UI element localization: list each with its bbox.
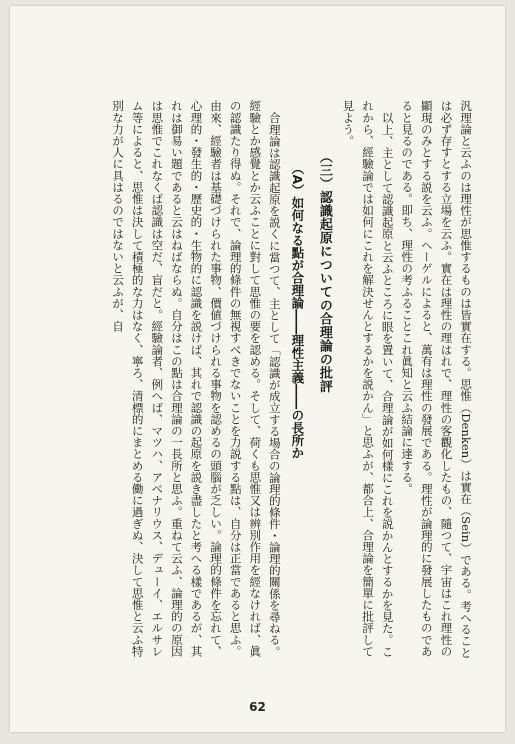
paragraph: 以上、主として認識起原と云ふところに眼を置いて、合理論が如何樣にこれを説かんとするかを見た。これから、經驗論では如何にこれを解決せんとするかを説かん」と思ふが、都合上、合理論を簡單に批評して見よう。 xyxy=(341,100,395,657)
paragraph: 合理論は認識起原を説くに當つて、主として「認識が成立する場合の論理的條件・論理的關係を尋ねる。經驗とか感覺とか云ふことに對して思惟の要を認める。そして、荷くも思惟又は辨別作用を經なければ、眞の認識たり得ぬ。それで、論理的條件の無視すべきでないことを力説する點は、自分は正當であると思ふ。由來、經驗者は基礎づけられた事物、價値づけられる事物を認めるの頭腦が乏しい。論理的條件を忘れて、心理的・發生的・歷史的・生物的に認識を説けば、其れで認識の起原を説き盡したと考へる樣であるが、其れは御易い題であると云はねばならぬ。自分はこの點は合理論の一長所と思ふ。重ねて云ふ、論理的の原因は思惟でこれなくば認識は空だ、盲だと。經驗論者、例へば、マツハ、アベナリウス、デューイ、エルサレム等によると、思惟は決して積極的な力はなく、寧ろ、清標的にまとめる働に過ぎぬ、決して思惟と云ふ特別な力が人に具はるのではないと云ふが、自 xyxy=(111,100,282,657)
section-title: （三）認識起原についての合理論の批評 xyxy=(316,150,332,393)
book-page xyxy=(10,6,505,732)
body-text xyxy=(35,100,475,666)
paragraph: 汎理論と云ふのは理性が思惟するものは皆實在する。思惟（Denken）は實在（Sein）である。考へることは必ず存すとする立場を云ふ。實在は理性の理はれで、理性の客觀化したもの、隨つて、宇宙はこれ理性の顯現のみとする説を云ふ。ヘーゲルによると、萬有は理性の發展である。理性が論理的に發展したものであると見るのである。即ち、理性の考ふることこれ眞知と云ふ結論に達する。 xyxy=(400,100,473,659)
page-number: 62 xyxy=(249,700,266,714)
sub-title: （A）如何なる點が合理論――理性主義――の長所か xyxy=(289,162,305,460)
